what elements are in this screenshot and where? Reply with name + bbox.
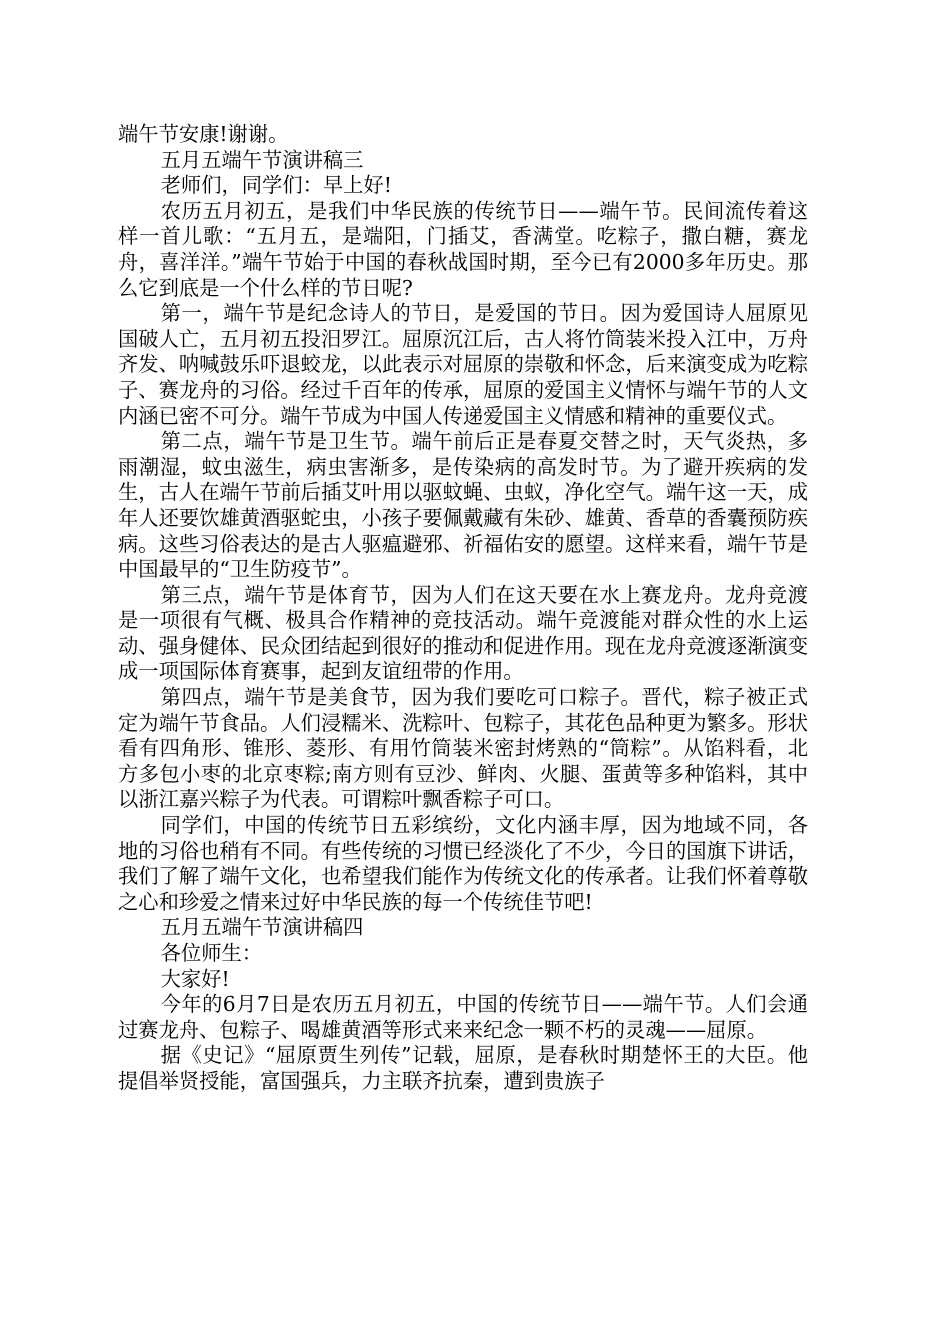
paragraph-closing: 端午节安康!谢谢。 — [118, 122, 289, 146]
heading-speech-three: 五月五端午节演讲稿三 — [160, 147, 364, 172]
paragraph-intro: 农历五月初五，是我们中华民族的传统节日——端午节。民间流传着这样一首儿歌：“五月五，是端阳，门插艾，香满堂。吃粽子，撒白糖，赛龙舟，喜洋洋。”端午节始于中国的春秋战国时期，至今已有2000多年历史。那么它到底是一个什么样的节日呢? — [118, 198, 808, 300]
document-page — [118, 122, 808, 1095]
paragraph-hello: 大家好! — [160, 966, 230, 991]
paragraph-point-four: 第四点，端午节是美食节，因为我们要吃可口粽子。晋代，粽子被正式定为端午节食品。人们浸糯米、洗粽叶、包粽子，其花色品种更为繁多。形状看有四角形、锥形、菱形、有用竹筒装米密封烤熟的“筒粽”。从馅料看，北方多包小枣的北京枣粽;南方则有豆沙、鲜肉、火腿、蛋黄等多种馅料，其中以浙江嘉兴粽子为代表。可谓粽叶飘香粽子可口。 — [118, 685, 808, 812]
paragraph-point-one: 第一，端午节是纪念诗人的节日，是爱国的节日。因为爱国诗人屈原见国破人亡，五月初五投汨罗江。屈原沉江后，古人将竹筒装米投入江中，万舟齐发、呐喊鼓乐吓退蛟龙，以此表示对屈原的崇敬和怀念，后来演变成为吃粽子、赛龙舟的习俗。经过千百年的传承，屈原的爱国主义情怀与端午节的人文内涵已密不可分。端午节成为中国人传递爱国主义情感和精神的重要仪式。 — [118, 301, 808, 428]
paragraph-point-two: 第二点，端午节是卫生节。端午前后正是春夏交替之时，天气炎热，多雨潮湿，蚊虫滋生，病虫害渐多，是传染病的高发时节。为了避开疾病的发生，古人在端午节前后插艾叶用以驱蚊蝇、虫蚁，净化空气。端午这一天，成年人还要饮雄黄酒驱蛇虫，小孩子要佩戴藏有朱砂、雄黄、香草的香囊预防疾病。这些习俗表达的是古人驱瘟避邪、祈福佑安的愿望。这样来看，端午节是中国最早的“卫生防疫节”。 — [118, 429, 808, 582]
paragraph-date: 今年的6月7日是农历五月初五，中国的传统节日——端午节。人们会通过赛龙舟、包粽子、喝雄黄酒等形式来来纪念一颗不朽的灵魂——屈原。 — [118, 992, 808, 1042]
paragraph-salutation: 各位师生： — [160, 941, 263, 965]
paragraph-history: 据《史记》“屈原贾生列传”记载，屈原，是春秋时期楚怀王的大臣。他提倡举贤授能，富国强兵，力主联齐抗秦，遭到贵族子 — [118, 1043, 808, 1093]
paragraph-greeting: 老师们，同学们：早上好! — [160, 173, 392, 198]
paragraph-point-three: 第三点，端午节是体育节，因为人们在这天要在水上赛龙舟。龙舟竞渡是一项很有气概、极具合作精神的竞技活动。端午竞渡能对群众性的水上运动、强身健体、民众团结起到很好的推动和促进作用。现在龙舟竞渡逐渐演变成一项国际体育赛事，起到友谊纽带的作用。 — [118, 582, 808, 684]
heading-speech-four: 五月五端午节演讲稿四 — [160, 915, 364, 940]
paragraph-conclusion: 同学们，中国的传统节日五彩缤纷，文化内涵丰厚，因为地域不同，各地的习俗也稍有不同。有些传统的习惯已经淡化了不少，今日的国旗下讲话，我们了解了端午文化，也希望我们能作为传统文化的传承者。让我们怀着尊敬之心和珍爱之情来过好中华民族的每一个传统佳节吧! — [118, 813, 808, 914]
